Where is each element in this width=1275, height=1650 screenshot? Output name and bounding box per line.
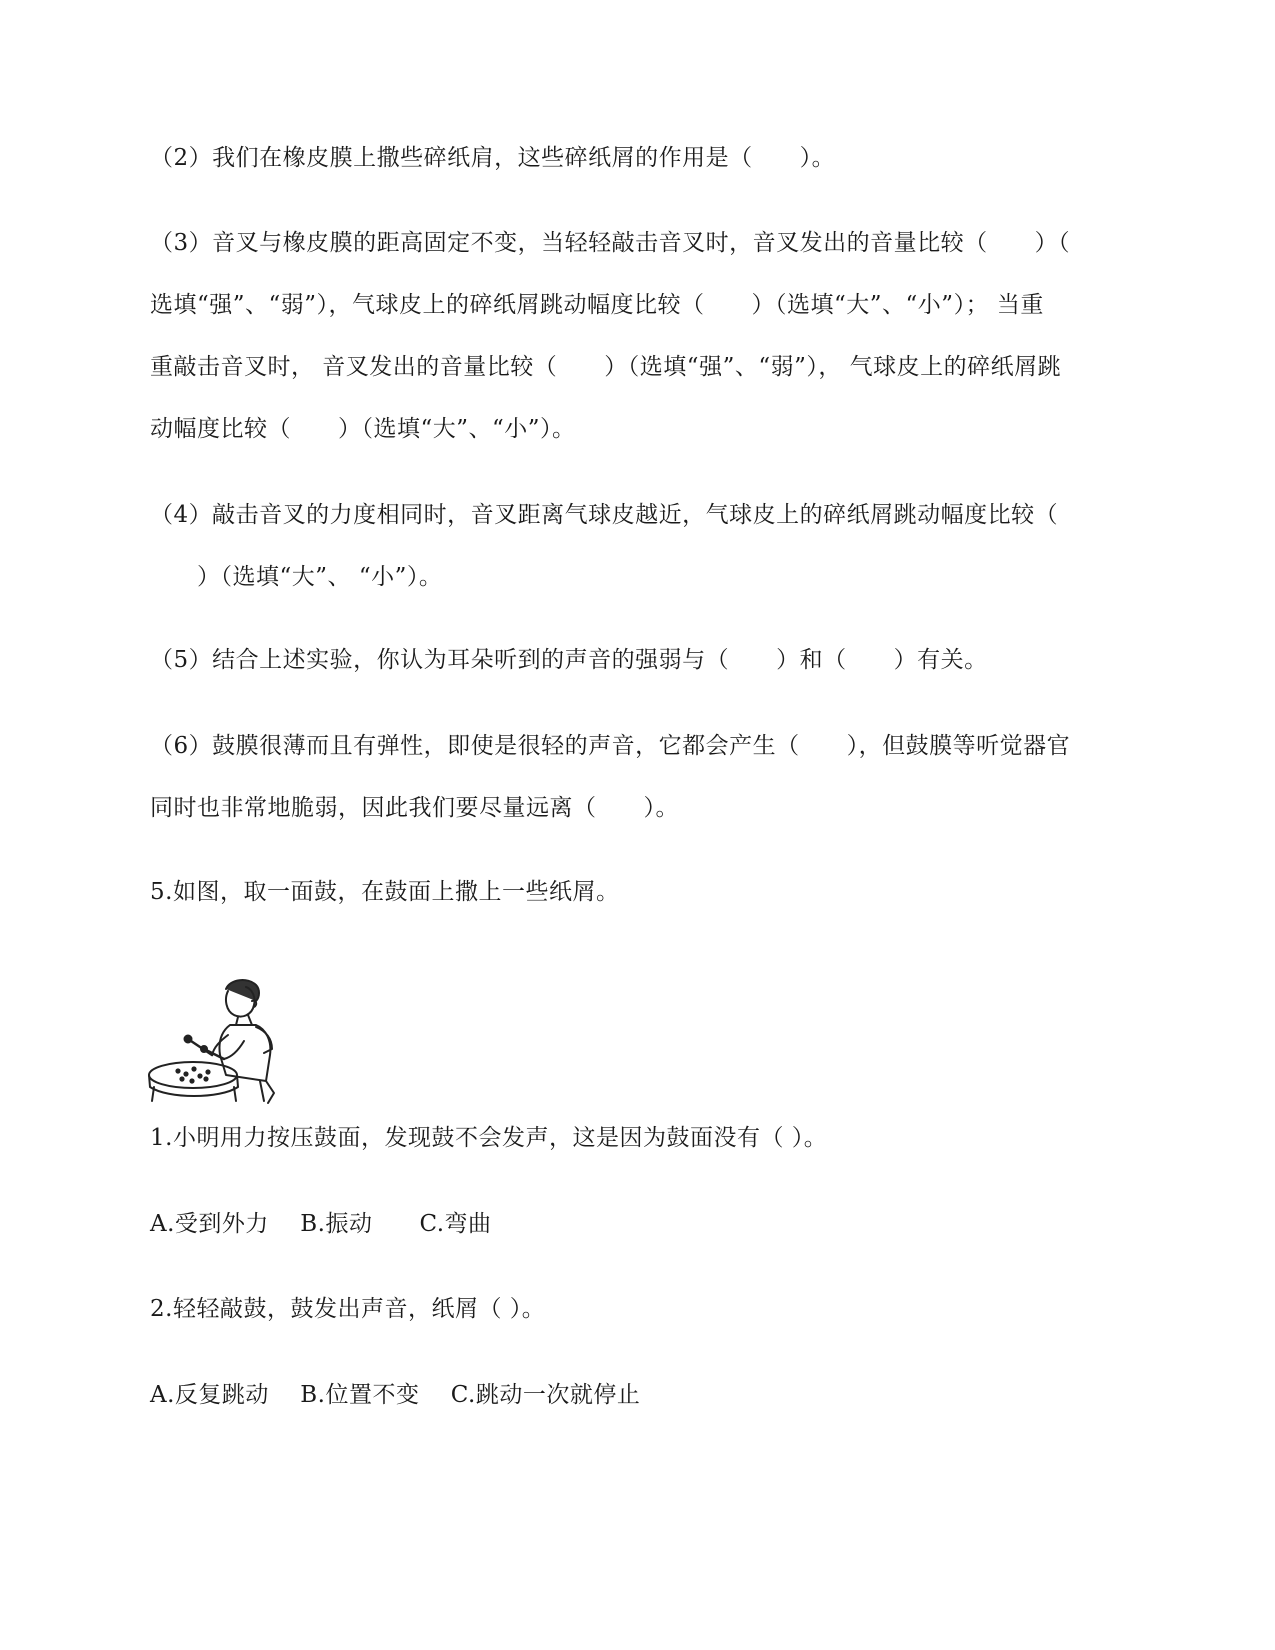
q5-sub1-options: A.受到外力 B.振动 C.弯曲 xyxy=(150,1211,492,1237)
q4-4-line-1: （4）敲击音叉的力度相同时，音叉距离气球皮越近，气球皮上的碎纸屑跳动幅度比较（ xyxy=(150,502,1059,528)
q4-5-text: （5）结合上述实验，你认为耳朵听到的声音的强弱与（ ）和（ ）有关。 xyxy=(150,647,988,673)
q5-stem: 5.如图，取一面鼓，在鼓面上撒上一些纸屑。 xyxy=(150,879,620,905)
q4-6-line-2: 同时也非常地脆弱，因此我们要尽量远离（ ）。 xyxy=(150,795,679,821)
boy-drumming-illustration-icon xyxy=(148,975,298,1105)
q4-3-line-3: 重敲击音叉时， 音叉发出的音量比较（ ）（选填“强”、“弱”）， 气球皮上的碎纸屑跳 xyxy=(150,354,1062,380)
q4-2-text: （2）我们在橡皮膜上撒些碎纸肩，这些碎纸屑的作用是（ ）。 xyxy=(150,145,836,171)
q4-6-line-1: （6）鼓膜很薄而且有弹性，即使是很轻的声音，它都会产生（ ），但鼓膜等听觉器官 xyxy=(150,733,1071,759)
q4-4-line-2: ）（选填“大”、 “小”）。 xyxy=(150,564,443,590)
q5-sub2-question: 2.轻轻敲鼓，鼓发出声音，纸屑（ ）。 xyxy=(150,1296,546,1322)
q4-3-line-2: 选填“强”、“弱”），气球皮上的碎纸屑跳动幅度比较（ ）（选填“大”、“小”）； 当重 xyxy=(150,292,1044,318)
q5-sub2-options: A.反复跳动 B.位置不变 C.跳动一次就停止 xyxy=(150,1382,641,1408)
q4-3-line-4: 动幅度比较（ ）（选填“大”、“小”）。 xyxy=(150,416,576,442)
q4-3-line-1: （3）音叉与橡皮膜的距高固定不变，当轻轻敲击音叉时，音叉发出的音量比较（ ）（ xyxy=(150,230,1071,256)
q5-sub1-question: 1.小明用力按压鼓面，发现鼓不会发声，这是因为鼓面没有（ ）。 xyxy=(150,1125,828,1151)
